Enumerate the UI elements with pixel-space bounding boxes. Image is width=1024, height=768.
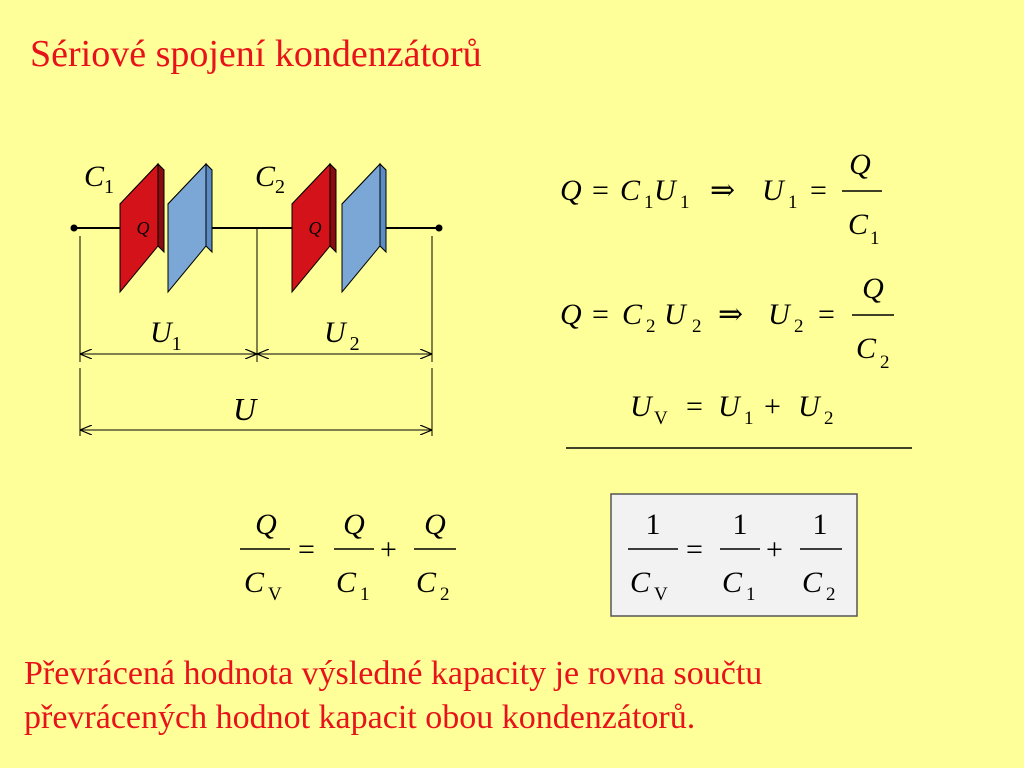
svg-text:U: U bbox=[798, 390, 820, 423]
svg-text:U: U bbox=[762, 174, 784, 207]
svg-text:C: C bbox=[244, 566, 265, 599]
svg-text:C: C bbox=[722, 566, 743, 599]
equation-2 bbox=[560, 272, 894, 373]
footer-text bbox=[24, 652, 762, 740]
svg-text:C: C bbox=[802, 566, 823, 599]
svg-text:1: 1 bbox=[680, 192, 690, 213]
equation-1 bbox=[560, 148, 882, 249]
svg-text:1: 1 bbox=[645, 508, 661, 541]
svg-text:C: C bbox=[620, 174, 641, 207]
svg-text:C: C bbox=[630, 566, 651, 599]
svg-text:=: = bbox=[592, 174, 609, 207]
svg-text:=: = bbox=[810, 174, 827, 207]
blue-plate-2 bbox=[342, 164, 380, 292]
svg-text:1: 1 bbox=[812, 508, 828, 541]
capacitor-diagram bbox=[71, 160, 443, 436]
svg-text:2: 2 bbox=[692, 316, 702, 337]
svg-text:C: C bbox=[856, 332, 877, 365]
footer-line-2: převrácených hodnot kapacit obou kondenzátorů. bbox=[24, 699, 696, 737]
svg-text:1: 1 bbox=[644, 192, 654, 213]
capacitor-label-c2: $C_2$ bbox=[255, 160, 286, 198]
svg-text:2: 2 bbox=[440, 584, 450, 605]
charge-form-equation bbox=[240, 508, 456, 605]
capacitor-2 bbox=[292, 164, 386, 292]
footer-line-1: Převrácená hodnota výsledné kapacity je rovna součtu bbox=[24, 655, 763, 692]
svg-text:C: C bbox=[336, 566, 357, 599]
svg-text:2: 2 bbox=[794, 316, 804, 337]
svg-text:1: 1 bbox=[746, 584, 756, 605]
charge-label-2: Q bbox=[308, 218, 322, 238]
terminal-left bbox=[71, 225, 78, 232]
blue-plate-1 bbox=[168, 164, 206, 292]
svg-text:2: 2 bbox=[880, 352, 890, 373]
svg-text:1: 1 bbox=[732, 508, 748, 541]
svg-text:2: 2 bbox=[646, 316, 656, 337]
svg-text:+: + bbox=[764, 390, 781, 423]
svg-text:Q: Q bbox=[849, 148, 871, 181]
svg-text:V: V bbox=[654, 584, 668, 605]
svg-text:=: = bbox=[592, 298, 609, 331]
svg-text:C: C bbox=[848, 208, 869, 241]
terminal-right bbox=[436, 225, 443, 232]
svg-text:1: 1 bbox=[870, 228, 880, 249]
svg-text:=: = bbox=[686, 533, 703, 566]
svg-text:Q: Q bbox=[343, 508, 365, 541]
svg-text:1: 1 bbox=[788, 192, 798, 213]
svg-text:C: C bbox=[622, 298, 643, 331]
result-box bbox=[611, 494, 857, 616]
svg-text:V: V bbox=[268, 584, 282, 605]
svg-text:2: 2 bbox=[824, 408, 834, 429]
voltage-label-u: U bbox=[233, 391, 257, 427]
svg-text:Q: Q bbox=[862, 272, 884, 305]
svg-text:U: U bbox=[654, 174, 676, 207]
svg-text:1: 1 bbox=[360, 584, 370, 605]
voltage-sum-equation bbox=[630, 390, 834, 429]
voltage-label-u1: $U_1$ bbox=[150, 316, 182, 355]
svg-text:U: U bbox=[768, 298, 790, 331]
svg-text:U: U bbox=[664, 298, 686, 331]
svg-text:=: = bbox=[686, 390, 703, 423]
svg-text:U: U bbox=[718, 390, 740, 423]
svg-text:Q: Q bbox=[424, 508, 446, 541]
svg-text:=: = bbox=[298, 533, 315, 566]
capacitor-1 bbox=[120, 164, 212, 292]
svg-text:⇒: ⇒ bbox=[718, 298, 744, 331]
svg-text:+: + bbox=[380, 533, 397, 566]
svg-text:⇒: ⇒ bbox=[710, 174, 736, 207]
svg-text:V: V bbox=[654, 408, 668, 429]
svg-text:=: = bbox=[818, 298, 835, 331]
svg-text:Q: Q bbox=[560, 174, 582, 207]
voltage-label-u2: U $_2$ bbox=[324, 316, 360, 355]
svg-text:Q: Q bbox=[255, 508, 277, 541]
charge-label-1: Q bbox=[136, 218, 150, 238]
svg-text:Q: Q bbox=[560, 298, 582, 331]
capacitor-label-c1: $C_1$ bbox=[84, 160, 115, 198]
svg-text:+: + bbox=[766, 533, 783, 566]
svg-text:C: C bbox=[416, 566, 437, 599]
svg-text:U: U bbox=[630, 390, 652, 423]
svg-text:2: 2 bbox=[826, 584, 836, 605]
slide-title: Sériové spojení kondenzátorů bbox=[30, 33, 482, 75]
svg-text:1: 1 bbox=[744, 408, 754, 429]
